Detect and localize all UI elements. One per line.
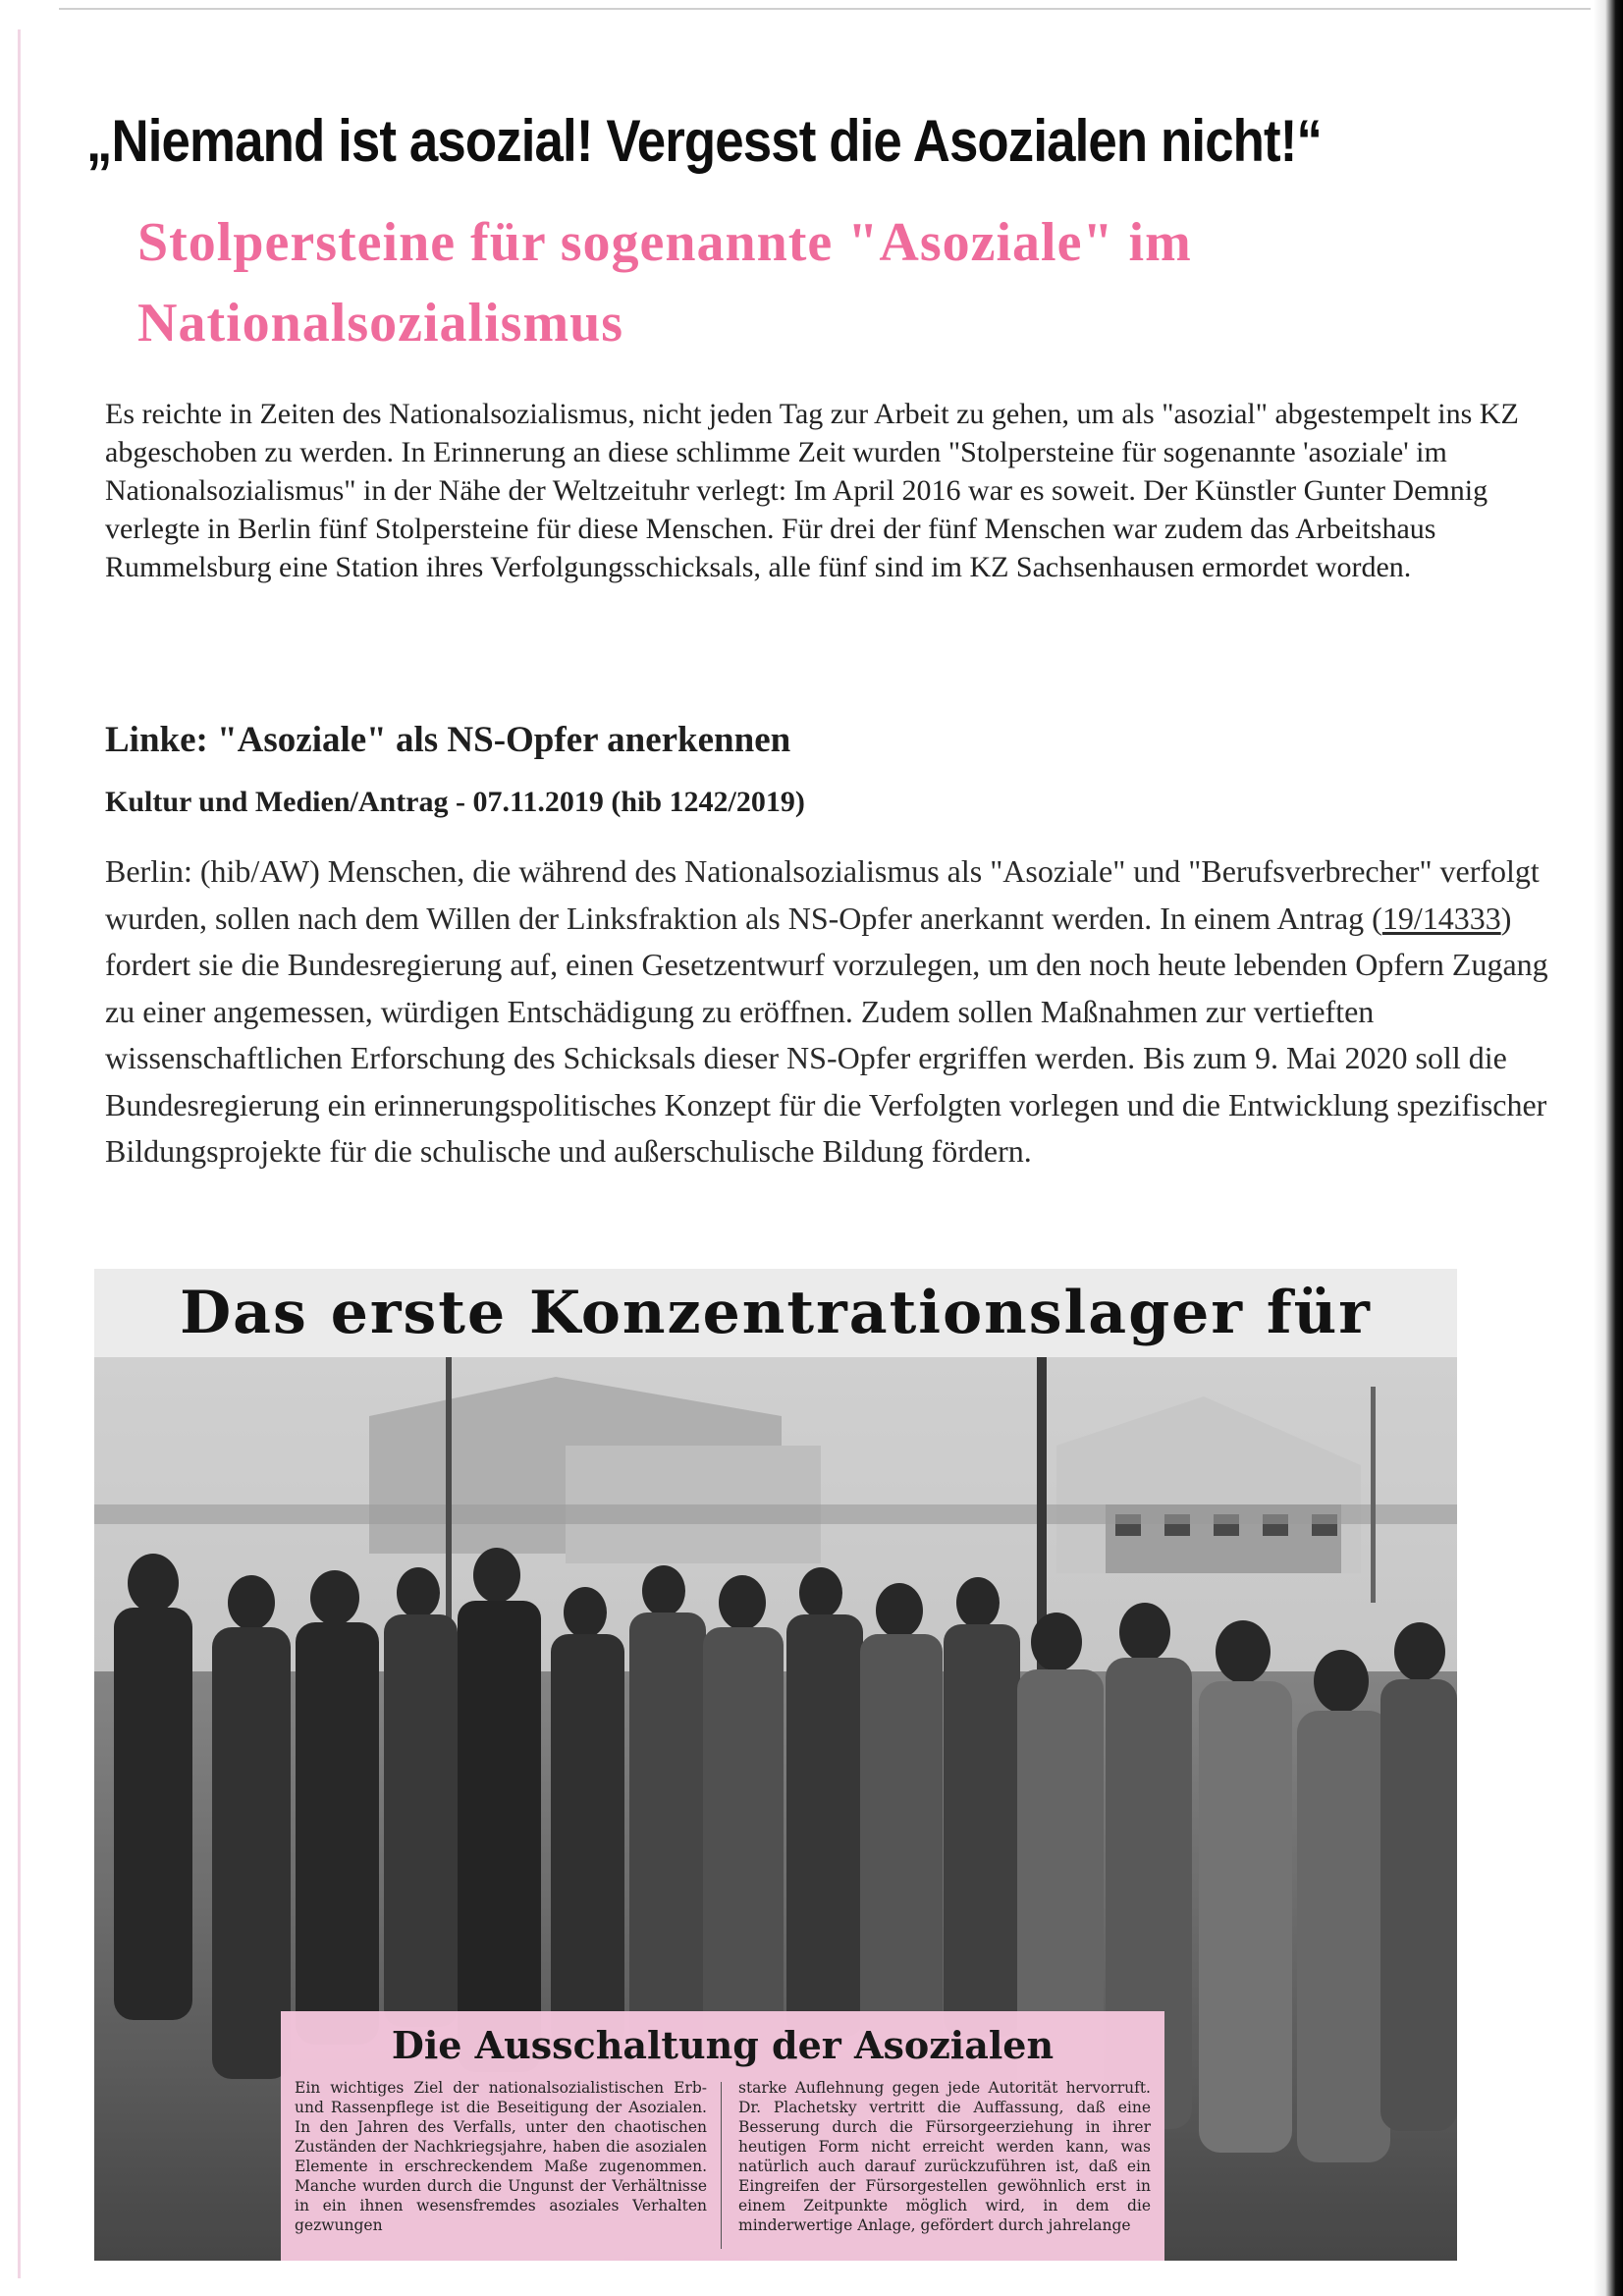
article-subheading: Kultur und Medien/Antrag - 07.11.2019 (hib 1242/2019) bbox=[105, 786, 805, 818]
caption-column-right: starke Auflehnung gegen jede Autorität hervorruft. Dr. Plachetsky vertritt die Auffassung, daß eine Besserung durch die Fürsorgeerziehung in ihrer heutigen Form nicht erreicht werden kann, was natürlich auch darauf zurückzuführen ist, daß ein Eingreifen der Fürsorgestellen gewöhnlich erst in einem Zeitpunkte möglich wird, in dem die minderwertige Anlage, gefördert durch jahrelange bbox=[738, 2079, 1151, 2234]
scan-edge-right bbox=[1594, 0, 1623, 2296]
caption-divider bbox=[721, 2082, 722, 2249]
caption-column-left: Ein wichtiges Ziel der nationalsozialistischen Erb- und Rassenpflege ist die Beseitigung der Asozialen. In den Jahren des Verfalls, unter den chaotischen Zuständen der Nachkriegsjahre, haben die asozialen Elemente in erschreckendem Maße zugenommen. Manche wurden durch die Ungunst der Verhältnisse in ein ihnen wesensfremdes asoziales Verhalten gezwungen bbox=[295, 2079, 707, 2234]
article-body bbox=[105, 848, 1548, 1175]
headline: „Niemand ist asozial! Vergesst die Asozialen nicht!“ bbox=[86, 108, 1322, 174]
newspaper-clipping bbox=[94, 1269, 1457, 2261]
clipping-caption bbox=[281, 2011, 1164, 2261]
scan-edge-left bbox=[18, 29, 21, 2278]
article-heading: Linke: "Asoziale" als NS-Opfer anerkennen bbox=[105, 720, 791, 760]
scan-edge-top bbox=[59, 8, 1591, 10]
subtitle: Stolpersteine für sogenannte "Asoziale" im Nationalsozialismus bbox=[137, 212, 1192, 354]
caption-title: Die Ausschaltung der Asozialen bbox=[391, 2023, 1055, 2067]
intro-paragraph: Es reichte in Zeiten des Nationalsozialismus, nicht jeden Tag zur Arbeit zu gehen, um als "asozial" abgestempelt ins KZ abgeschoben zu werden. In Erinnerung an diese schlimme Zeit wurden "Stolpersteine für sogenannte 'asoziale' im Nationalsozialismus" in der Nähe der Weltzeituhr verlegt: Im April 2016 war es soweit. Der Künstler Gunter Demnig verlegte in Berlin fünf Stolpersteine für diese Menschen. Für drei der fünf Menschen war zudem das Arbeitshaus Rummelsburg eine Station ihres Verfolgungsschicksals, alle fünf sind im KZ Sachsenhausen ermordet worden. bbox=[105, 398, 1519, 583]
antrag-link[interactable]: 19/14333 bbox=[1381, 900, 1501, 936]
clipping-title: Das erste Konzentrationslager für bbox=[94, 1269, 1457, 1357]
article-body-start: Berlin: (hib/AW) Menschen, die während des Nationalsozialismus als "Asoziale" und "Berufsverbrecher" verfolgt wurden, sollen nach dem Willen der Linksfraktion als NS-Opfer anerkannt werden. In einem Antrag ( bbox=[105, 853, 1540, 936]
article-body-end: ) fordert sie die Bundesregierung auf, einen Gesetzentwurf vorzulegen, um den noch heute lebenden Opfern Zugang zu einer angemessen, würdigen Entschädigung zu eröffnen. Zudem sollen Maßnahmen zur vertieften wissenschaftlichen Erforschung des Schicksals dieser NS-Opfer ergriffen werden. Bis zum 9. Mai 2020 soll die Bundesregierung ein erinnerungspolitisches Konzept für die Verfolgten vorlegen und die Entwicklung spezifischer Bildungsprojekte für die schulische und außerschulische Bildung fördern. bbox=[105, 900, 1548, 1169]
